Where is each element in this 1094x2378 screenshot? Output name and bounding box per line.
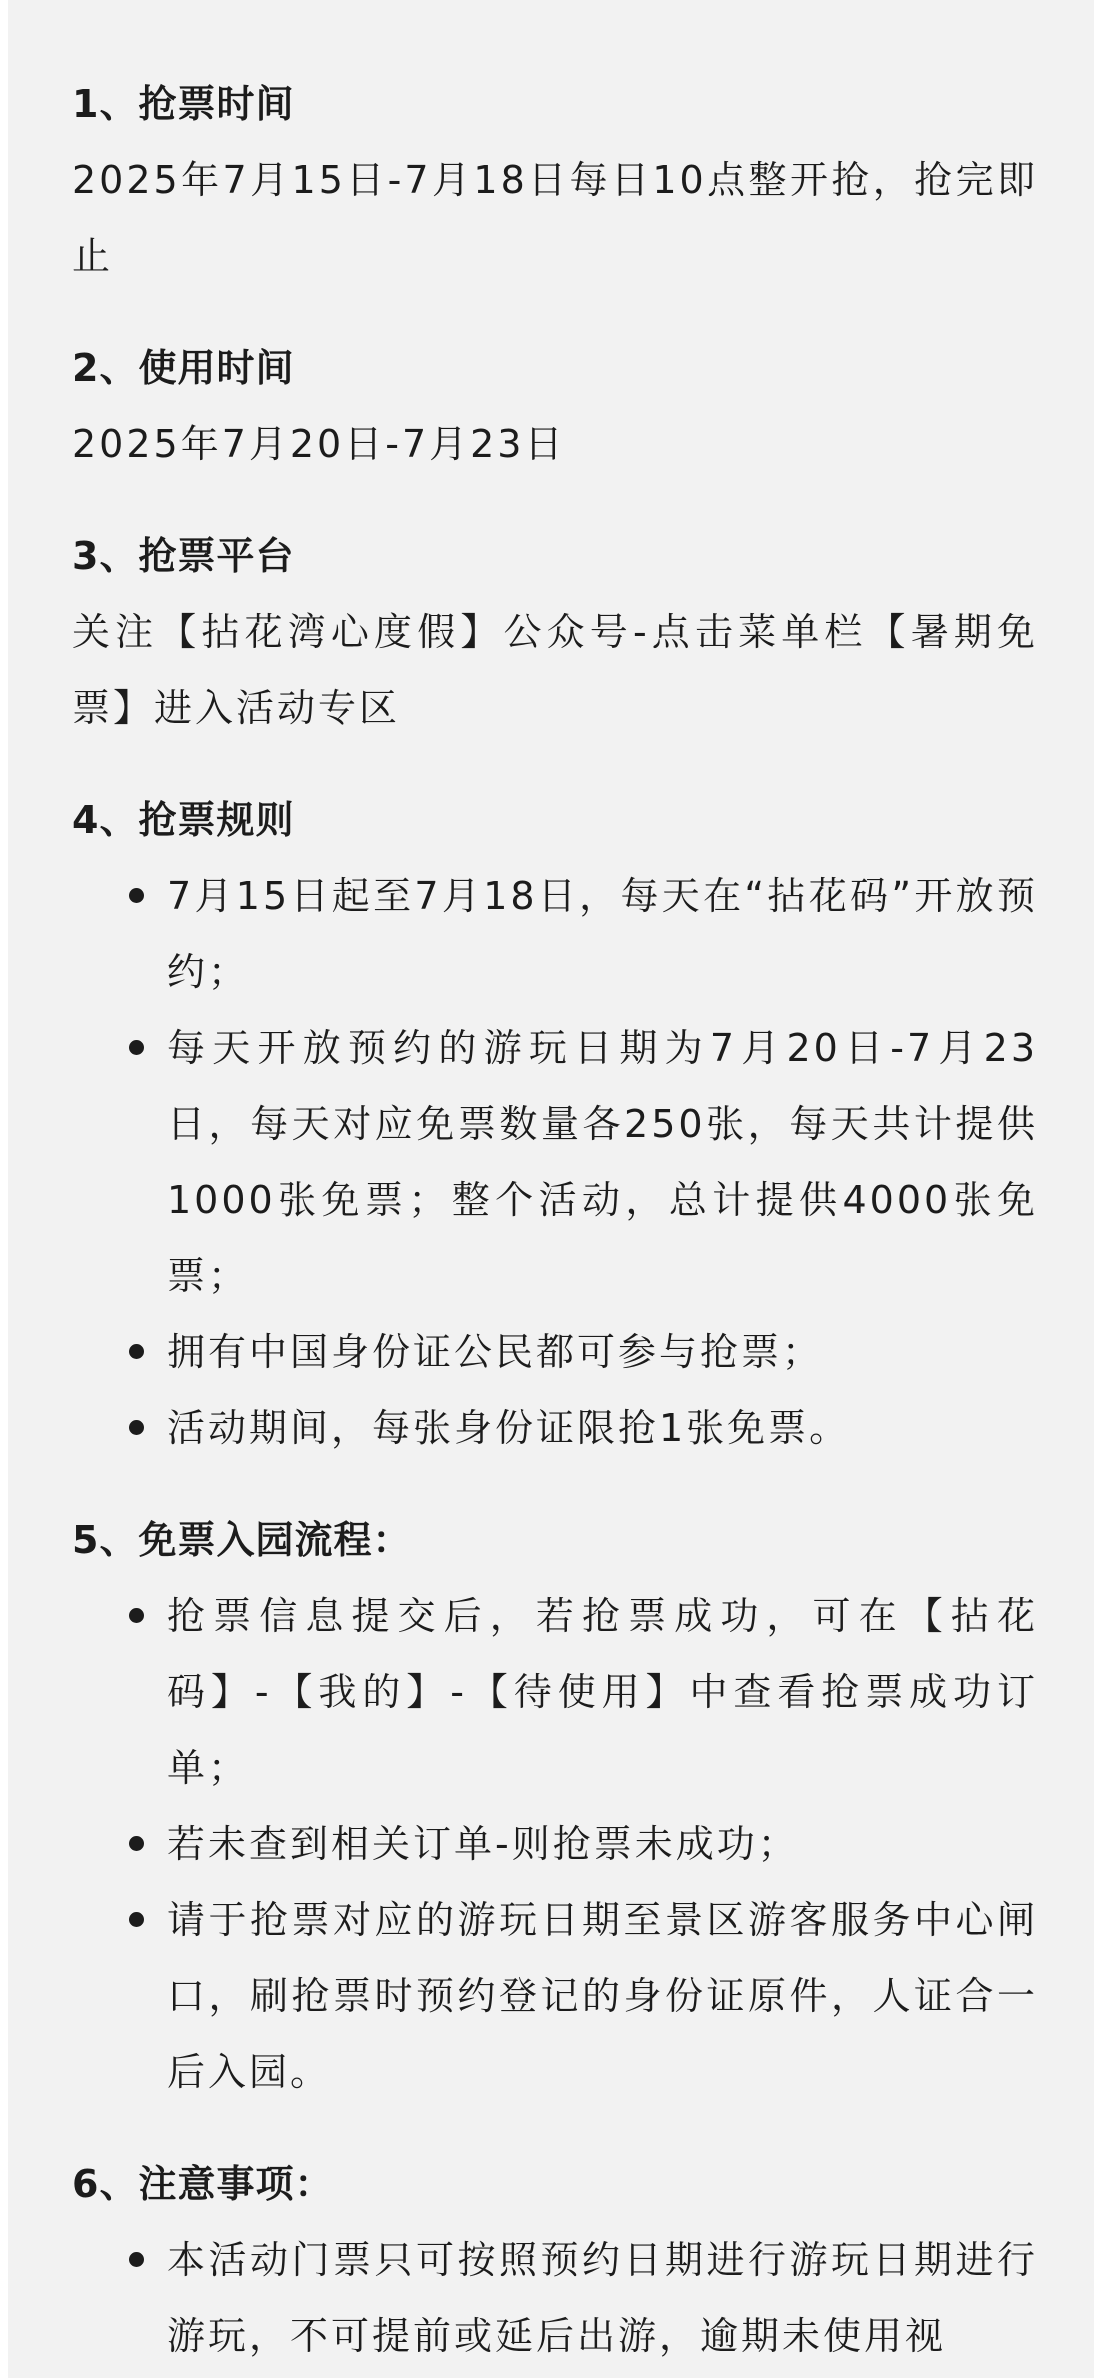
bullet-dot-icon (129, 1836, 144, 1851)
notes-list (72, 2222, 1038, 2374)
article-page (8, 0, 1094, 2378)
list-item (72, 1314, 1038, 1390)
section-title: 2、使用时间 (72, 346, 295, 390)
list-item-text: 每天开放预约的游玩日期为7月20日-7月23日，每天对应免票数量各250张，每天共计提供1000张免票；整个活动，总计提供4000张免票； (167, 1026, 1038, 1298)
bullet-dot-icon (129, 1608, 144, 1623)
article-content (72, 66, 1038, 2378)
list-item (72, 1578, 1038, 1806)
section-entry-process (72, 1502, 1038, 2110)
list-item-text: 抢票信息提交后，若抢票成功，可在【拈花码】-【我的】-【待使用】中查看抢票成功订单； (167, 1594, 1038, 1790)
section-text: 关注【拈花湾心度假】公众号-点击菜单栏【暑期免票】进入活动专区 (72, 610, 1038, 730)
bullet-dot-icon (129, 2252, 144, 2267)
section-notes (72, 2146, 1038, 2374)
list-item (72, 1806, 1038, 1882)
bullet-dot-icon (129, 1420, 144, 1435)
bullet-dot-icon (129, 888, 144, 903)
section-ticket-time (72, 66, 1038, 294)
process-list (72, 1578, 1038, 2110)
bullet-dot-icon (129, 1344, 144, 1359)
section-title: 1、抢票时间 (72, 82, 295, 126)
list-item-text: 若未查到相关订单-则抢票未成功； (167, 1822, 799, 1866)
section-title: 6、注意事项： (72, 2162, 334, 2206)
bullet-dot-icon (129, 1912, 144, 1927)
list-item-text: 本活动门票只可按照预约日期进行游玩日期进行游玩，不可提前或延后出游，逾期未使用视 (167, 2238, 1038, 2358)
list-item (72, 1010, 1038, 1314)
bullet-dot-icon (129, 1040, 144, 1055)
section-platform (72, 518, 1038, 746)
list-item (72, 2222, 1038, 2374)
section-text: 2025年7月15日-7月18日每日10点整开抢，抢完即止 (72, 158, 1038, 278)
list-item-text: 拥有中国身份证公民都可参与抢票； (167, 1330, 824, 1374)
list-item-text: 活动期间，每张身份证限抢1张免票。 (167, 1406, 851, 1450)
section-text: 2025年7月20日-7月23日 (72, 422, 566, 466)
list-item-text: 7月15日起至7月18日，每天在“拈花码”开放预约； (167, 874, 1038, 994)
list-item-text: 请于抢票对应的游玩日期至景区游客服务中心闸口，刷抢票时预约登记的身份证原件，人证合一后入园。 (167, 1898, 1038, 2094)
section-rules (72, 782, 1038, 1466)
section-title: 4、抢票规则 (72, 798, 295, 842)
section-title: 5、免票入园流程： (72, 1518, 412, 1562)
list-item (72, 858, 1038, 1010)
section-title: 3、抢票平台 (72, 534, 295, 578)
section-usage-time (72, 330, 1038, 482)
rules-list (72, 858, 1038, 1466)
list-item (72, 1390, 1038, 1466)
list-item (72, 1882, 1038, 2110)
